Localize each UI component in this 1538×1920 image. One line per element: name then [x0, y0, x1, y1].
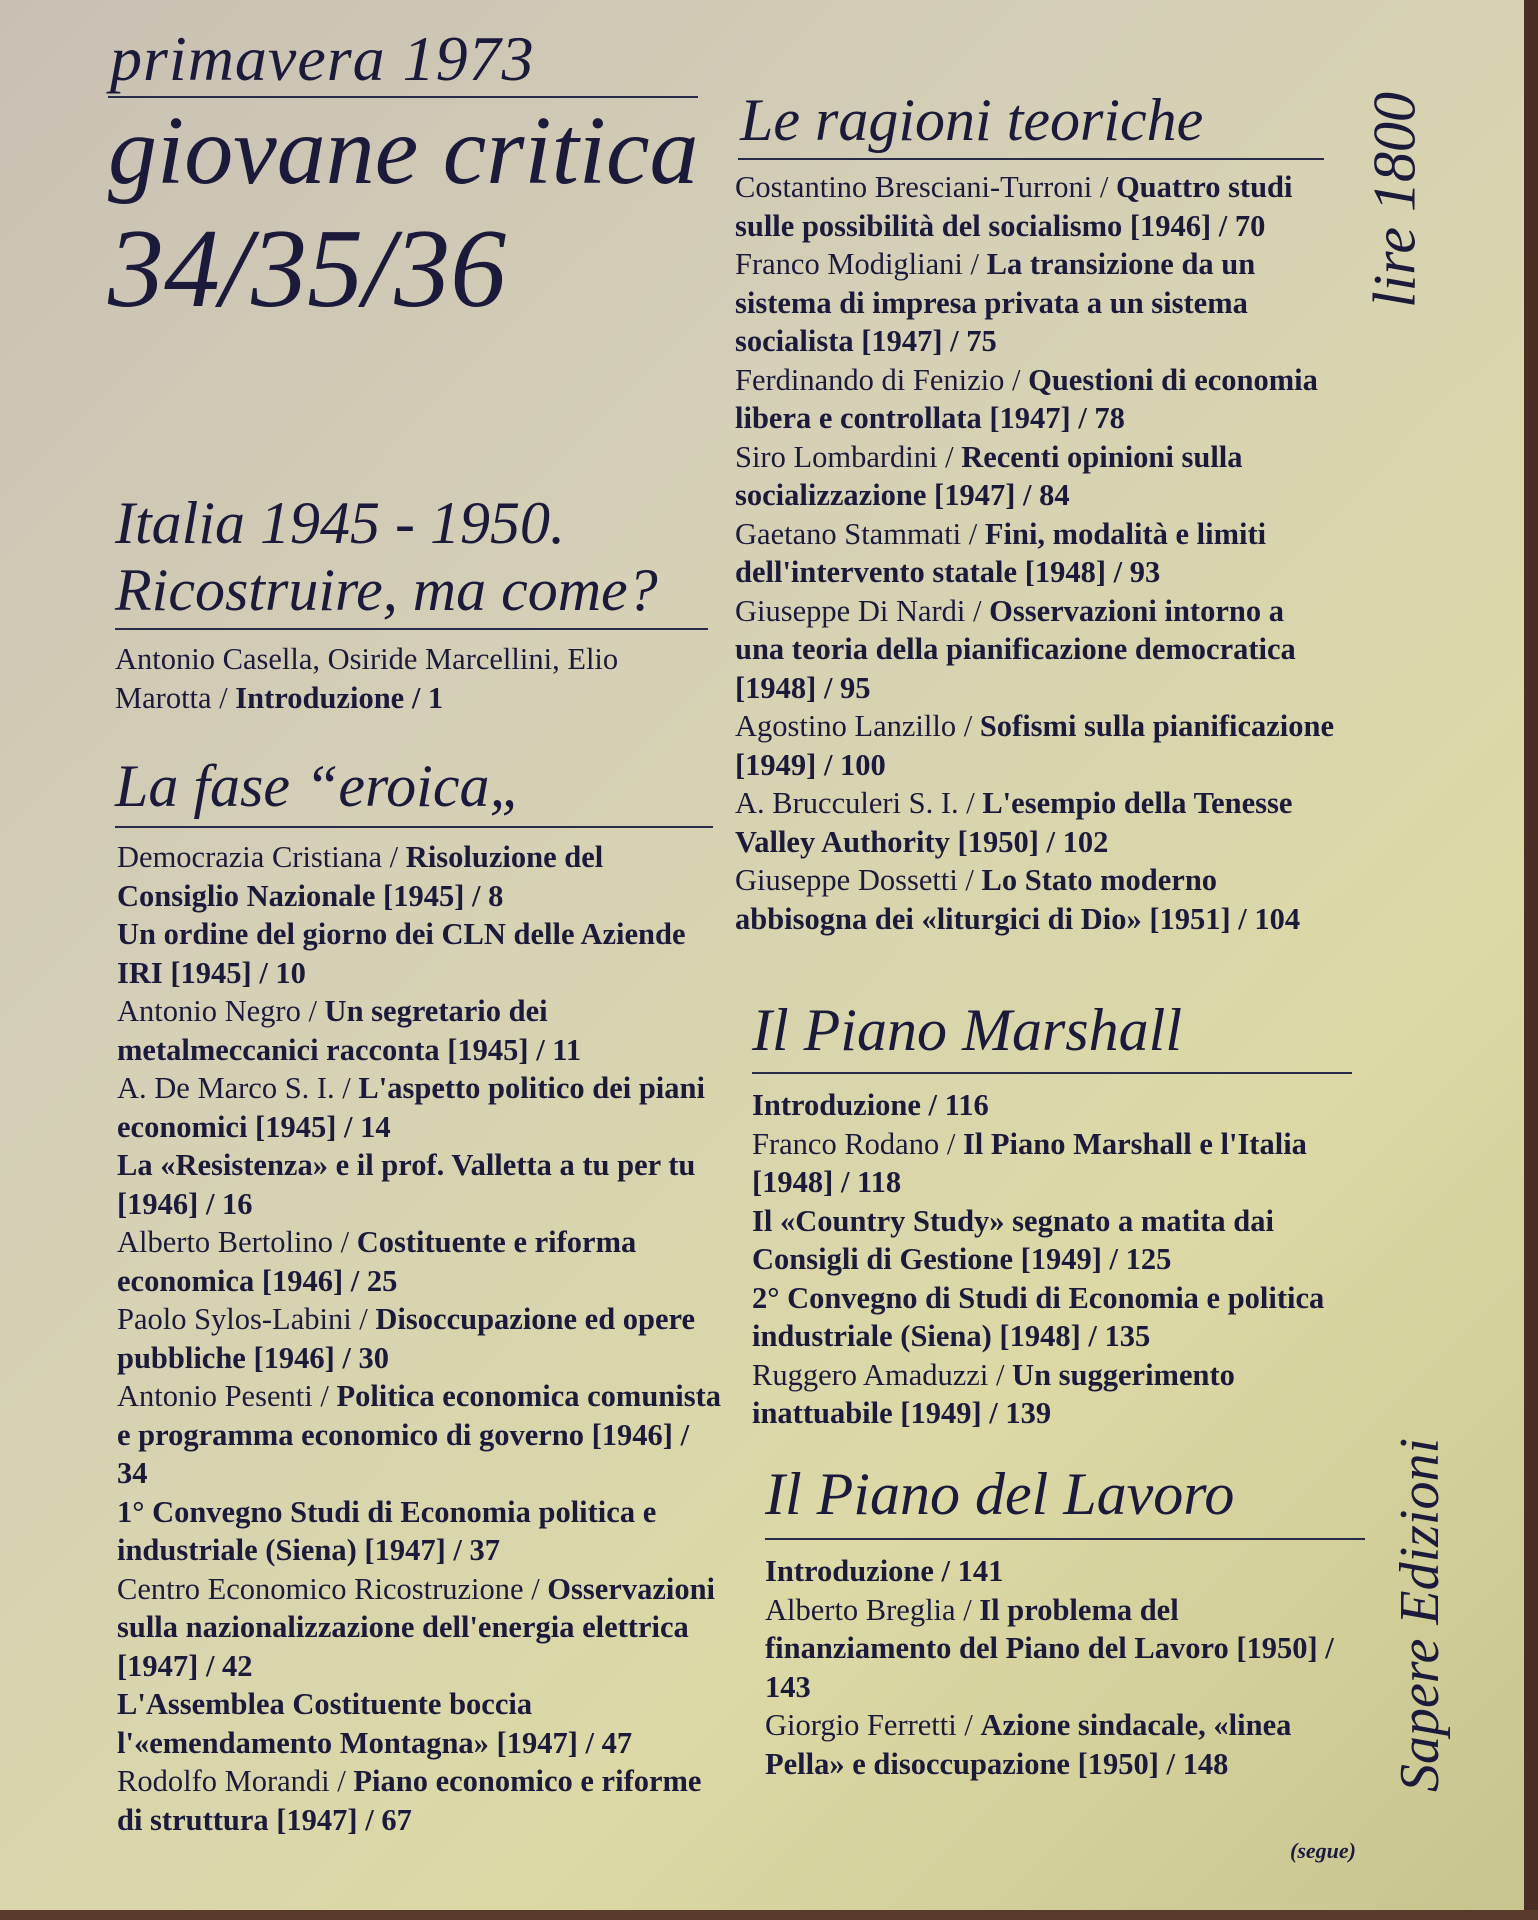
toc-entry [117, 1685, 727, 1762]
toc-entry [765, 1552, 1345, 1591]
toc-entry [117, 1223, 727, 1300]
entry-title: Disoccupazione ed opere pubbliche [1946] / 30 [117, 1302, 696, 1375]
entry-author: Antonio Casella, Osiride Marcellini, Elio Marotta / [115, 642, 619, 715]
entry-author: Giuseppe Dossetti / [735, 863, 982, 897]
entry-title: 2° Convegno di Studi di Economia e politica industriale (Siena) [1948] / 135 [752, 1280, 1325, 1353]
entry-title: Azione sindacale, «linea Pella» e disoccupazione [1950] / 148 [765, 1708, 1292, 1781]
toc-entry [765, 1706, 1345, 1783]
entry-author: Antonio Pesenti / [117, 1379, 337, 1413]
price-text: lire 1800 [1361, 91, 1428, 309]
toc-entry [735, 168, 1335, 245]
theme-line-2: Ricostruire, ma come? [115, 557, 658, 624]
section-title-marshall: Il Piano Marshall [752, 997, 1182, 1063]
entry-title: Introduzione / 116 [752, 1088, 989, 1122]
entry-author: Paolo Sylos-Labini / [117, 1302, 376, 1336]
toc-entry [735, 592, 1335, 708]
toc-entry [735, 515, 1335, 592]
toc-entry [735, 245, 1335, 361]
toc-entry [117, 1762, 727, 1839]
cover-edge-bottom [0, 1910, 1538, 1920]
intro-list [115, 640, 715, 717]
entry-title: Risoluzione del Consiglio Nazionale [1945] / 8 [117, 840, 604, 913]
publisher-text: Sapere Edizioni [1389, 1437, 1451, 1793]
entry-title: Fini, modalità e limiti dell'intervento statale [1948] / 93 [735, 516, 1267, 589]
toc-entry [752, 1086, 1362, 1125]
toc-list-eroica [117, 838, 727, 1839]
entry-title: Un ordine del giorno dei CLN delle Aziende IRI [1945] / 10 [117, 917, 686, 990]
entry-title: Introduzione / 141 [765, 1554, 1004, 1588]
section-rule-teoriche [738, 158, 1324, 160]
entry-author: Democrazia Cristiana / [117, 840, 406, 874]
toc-entry [752, 1202, 1362, 1279]
issue-theme [115, 490, 658, 624]
entry-title: La «Resistenza» e il prof. Valletta a tu per tu [1946] / 16 [117, 1148, 696, 1221]
section-rule-lavoro [765, 1538, 1365, 1540]
section-title-eroica: La fase “eroica„ [115, 753, 523, 819]
toc-entry [735, 861, 1335, 938]
entry-author: Ferdinando di Fenizio / [735, 362, 1029, 397]
entry-title: Costituente e riforma economica [1946] / 25 [117, 1225, 637, 1298]
toc-entry [117, 1570, 727, 1686]
issue-number: 34/35/36 [108, 207, 507, 331]
entry-title: Il Piano Marshall e l'Italia [1948] / 118 [752, 1126, 1307, 1199]
entry-title: 1° Convegno Studi di Economia politica e industriale (Siena) [1947] / 37 [117, 1494, 657, 1567]
toc-entry [735, 438, 1335, 515]
entry-title: L'Assemblea Costituente boccia l'«emendamento Montagna» [1947] / 47 [117, 1687, 633, 1760]
toc-entry [752, 1356, 1362, 1433]
entry-author: Franco Modigliani / [735, 247, 987, 281]
entry-title: L'esempio della Tenesse Valley Authority [1950] / 102 [735, 786, 1293, 859]
toc-entry [117, 992, 727, 1069]
entry-author: Antonio Negro / [117, 994, 325, 1028]
cover-edge-right [1524, 0, 1538, 1920]
section-rule-marshall [752, 1072, 1352, 1074]
toc-list-lavoro [765, 1552, 1345, 1783]
entry-author: Alberto Bertolino / [117, 1225, 357, 1259]
continued-note: (segue) [1290, 1838, 1356, 1863]
entry-title: Introduzione / 1 [235, 680, 444, 715]
entry-title: Sofismi sulla pianificazione [1949] / 100 [735, 709, 1335, 782]
entry-author: Costantino Bresciani-Turroni / [735, 170, 1116, 204]
toc-entry [117, 1493, 727, 1570]
entry-title: Politica economica comunista e programma economico di governo [1946] / 34 [117, 1379, 722, 1490]
section-title-teoriche: Le ragioni teoriche [740, 87, 1204, 153]
entry-author: Siro Lombardini / [735, 439, 962, 474]
toc-entry [765, 1591, 1345, 1707]
entry-title: Un suggerimento inattuabile [1949] / 139 [752, 1357, 1235, 1430]
section-rule-eroica [115, 826, 713, 828]
entry-author: Giorgio Ferretti / [765, 1708, 981, 1742]
entry-author: A. De Marco S. I. / [117, 1071, 359, 1105]
theme-line-1: Italia 1945 - 1950. [115, 490, 565, 556]
toc-entry [735, 707, 1335, 784]
season-label: primavera 1973 [110, 23, 535, 94]
price-label [1361, 80, 1428, 320]
entry-title: Quattro studi sulle possibilità del socialismo [1946] / 70 [735, 170, 1293, 243]
toc-entry [117, 1146, 727, 1223]
entry-author: Agostino Lanzillo / [735, 709, 980, 743]
entry-title: Recenti opinioni sulla socializzazione [1947] / 84 [735, 439, 1243, 512]
toc-entry [117, 1300, 727, 1377]
toc-list-marshall [752, 1086, 1362, 1433]
entry-author: Giuseppe Di Nardi / [735, 593, 990, 628]
toc-list-teoriche [735, 168, 1335, 938]
toc-entry [117, 1069, 727, 1146]
entry-title: Questioni di economia libera e controllata [1947] / 78 [735, 362, 1318, 435]
toc-entry [117, 838, 727, 915]
toc-entry [752, 1279, 1362, 1356]
entry-author: A. Brucculeri S. I. / [735, 786, 983, 820]
entry-title: Il «Country Study» segnato a matita dai Consigli di Gestione [1949] / 125 [752, 1203, 1274, 1276]
toc-entry [115, 640, 715, 717]
entry-title: L'aspetto politico dei piani economici [1945] / 14 [117, 1071, 705, 1144]
entry-title: La transizione da un sistema di impresa privata a un sistema socialista [1947] / 75 [735, 247, 1256, 358]
toc-entry [735, 784, 1335, 861]
entry-author: Franco Rodano / [752, 1126, 963, 1161]
entry-author: Alberto Breglia / [765, 1592, 980, 1627]
entry-title: Osservazioni sulla nazionalizzazione dell'energia elettrica [1947] / 42 [117, 1571, 716, 1683]
theme-rule [115, 628, 708, 630]
toc-entry [735, 361, 1335, 438]
publisher-label [1380, 1390, 1460, 1840]
toc-entry [117, 1377, 727, 1493]
entry-author: Centro Economico Ricostruzione / [117, 1571, 548, 1606]
entry-author: Gaetano Stammati / [735, 516, 985, 551]
journal-title: giovane critica [108, 97, 699, 205]
section-title-lavoro: Il Piano del Lavoro [765, 1461, 1235, 1527]
entry-title: Piano economico e riforme di struttura [1947] / 67 [117, 1764, 702, 1837]
entry-title: Il problema del finanziamento del Piano del Lavoro [1950] / 143 [765, 1592, 1334, 1704]
entry-title: Un segretario dei metalmeccanici racconta [1945] / 11 [117, 994, 582, 1067]
entry-author: Rodolfo Morandi / [117, 1764, 354, 1798]
toc-entry [117, 915, 727, 992]
entry-title: Osservazioni intorno a una teoria della pianificazione democratica [1948] / 95 [735, 593, 1296, 705]
entry-title: Lo Stato moderno abbisogna dei «liturgici di Dio» [1951] / 104 [735, 863, 1301, 936]
toc-entry [752, 1125, 1362, 1202]
entry-author: Ruggero Amaduzzi / [752, 1357, 1013, 1392]
